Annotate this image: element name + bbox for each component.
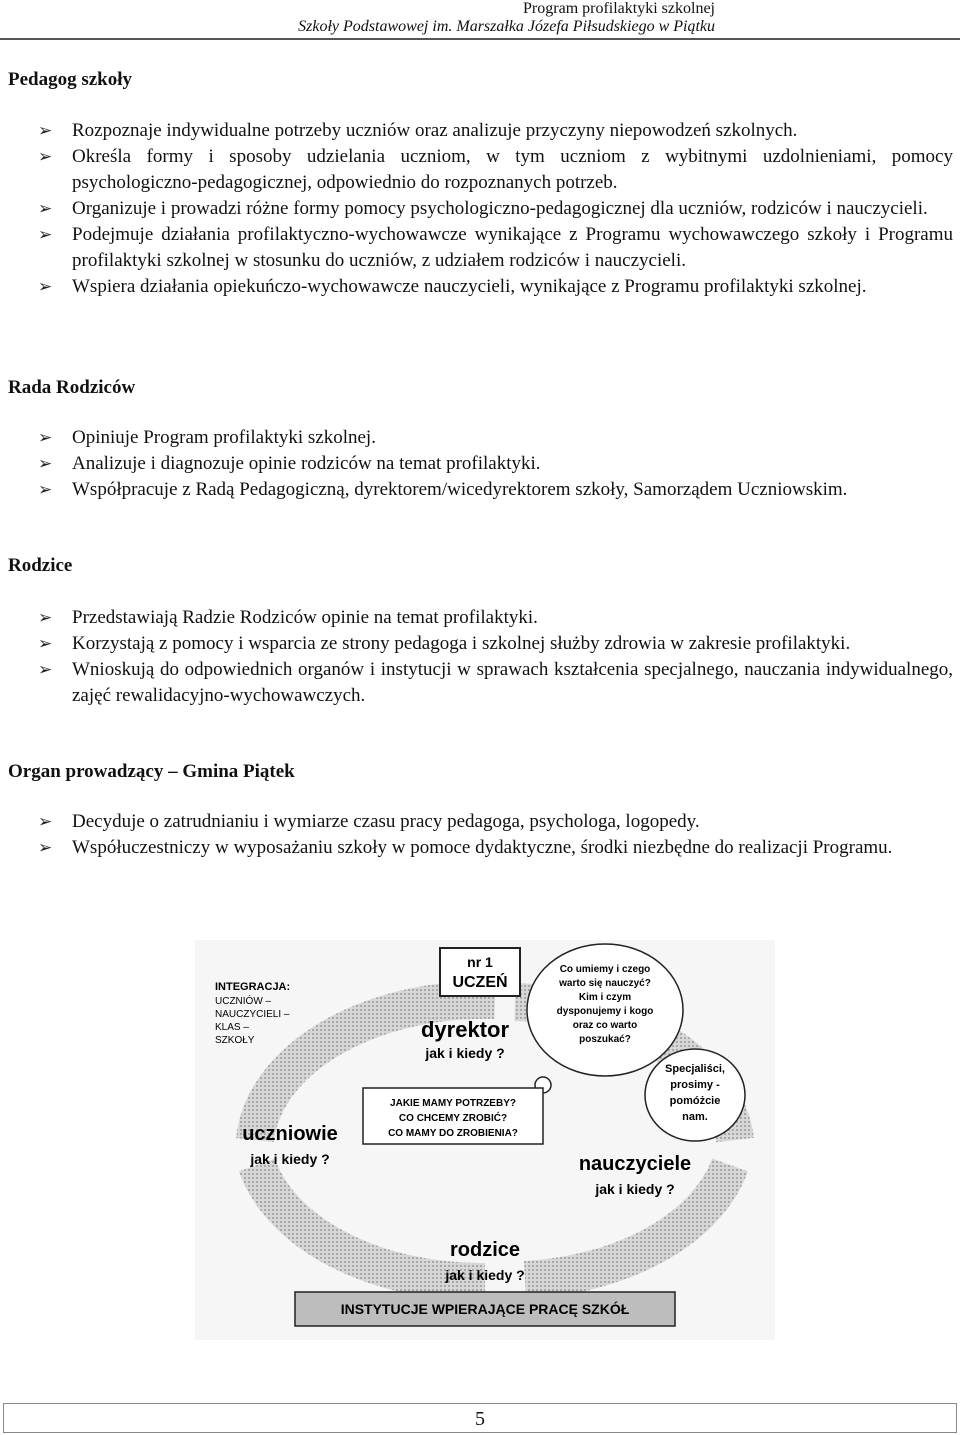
- thought-line: poszukać?: [579, 1034, 631, 1045]
- rada-rodzicow-list: [8, 425, 847, 503]
- list-item: ➢ Korzystają z pomocy i wsparcia ze strony pedagoga i szkolnej służby zdrowia w zakresie profilaktyki.: [8, 631, 953, 657]
- integration-line: UCZNIÓW –: [215, 996, 272, 1007]
- thought-line: Co umiemy i czego: [559, 964, 651, 975]
- rodzice-list: [8, 605, 953, 709]
- arrow-bullet-icon: ➢: [38, 838, 53, 858]
- arrow-bullet-icon: ➢: [38, 199, 53, 219]
- dyrektor-question: jak i kiedy ?: [425, 1045, 505, 1061]
- list-item: ➢ Określa formy i sposoby udzielania uczniom, w tym uczniom z wybitnymi uzdolnieniami, pomocy psychologiczno-pedagogicznej, odpowiednio do rozpoznanych potrzeb.: [38, 146, 953, 193]
- cooperation-diagram: [195, 940, 775, 1340]
- help-line: prosimy -: [670, 1079, 720, 1091]
- list-item: ➢ Wspiera działania opiekuńczo-wychowawcze nauczycieli, wynikające z Programu profilaktyki szkolnej.: [8, 274, 953, 300]
- organ-prowadzacy-list: [8, 809, 892, 861]
- center-line: CO CHCEMY ZROBIĆ?: [398, 1113, 508, 1124]
- arrow-bullet-icon: ➢: [38, 480, 53, 500]
- arrow-bullet-icon: ➢: [38, 660, 53, 680]
- rodzice-question: jak i kiedy ?: [445, 1267, 525, 1283]
- running-header: [0, 0, 960, 40]
- page-number: 5: [475, 1408, 485, 1430]
- rodzice-label: rodzice: [449, 1239, 521, 1261]
- help-line: nam.: [682, 1111, 708, 1123]
- arrow-bullet-icon: ➢: [38, 454, 53, 474]
- list-item: ➢ Analizuje i diagnozuje opinie rodziców na temat profilaktyki.: [8, 451, 847, 477]
- arrow-bullet-icon: ➢: [38, 147, 53, 167]
- integration-title: INTEGRACJA:: [215, 981, 291, 993]
- uczniowie-label: uczniowie: [242, 1123, 338, 1145]
- integration-line: SZKOŁY: [215, 1035, 255, 1046]
- arrow-bullet-icon: ➢: [38, 277, 53, 297]
- integration-line: NAUCZYCIELI –: [215, 1009, 290, 1020]
- arrow-bullet-icon: ➢: [38, 634, 53, 654]
- thought-line: dysponujemy i kogo: [556, 1006, 654, 1017]
- dyrektor-label: dyrektor: [420, 1017, 510, 1042]
- list-item: ➢ Podejmuje działania profilaktyczno-wychowawcze wynikające z Programu wychowawczego szkoły i Programu profilaktyki szkolnej w stosunku do uczniów, z udziałem rodziców i nauczycieli.: [38, 224, 953, 271]
- list-item: ➢ Współuczestniczy w wyposażaniu szkoły w pomoce dydaktyczne, środki niezbędne do realizacji Programu.: [8, 835, 892, 861]
- center-line: JAKIE MAMY POTRZEBY?: [390, 1098, 516, 1109]
- arrow-bullet-icon: ➢: [38, 812, 53, 832]
- help-line: pomóżcie: [669, 1095, 721, 1107]
- center-line: CO MAMY DO ZROBIENIA?: [388, 1128, 518, 1139]
- thought-line: warto się nauczyć?: [559, 978, 651, 989]
- nauczyciele-label: nauczyciele: [578, 1153, 692, 1175]
- list-item: ➢ Współpracuje z Radą Pedagogiczną, dyrektorem/wicedyrektorem szkoły, Samorządem Uczniowskim.: [8, 477, 847, 503]
- help-line: Specjaliści,: [665, 1063, 725, 1075]
- nauczyciele-question: jak i kiedy ?: [595, 1181, 675, 1197]
- section-title-rada-rodzicow: Rada Rodziców: [8, 377, 136, 398]
- nr1-student: UCZEŃ: [452, 974, 508, 991]
- pedagog-list: [8, 118, 953, 300]
- arrow-bullet-icon: ➢: [38, 428, 53, 448]
- integration-line: KLAS –: [215, 1022, 249, 1033]
- list-item: ➢ Rozpoznaje indywidualne potrzeby uczniów oraz analizuje przyczyny niepowodzeń szkolnych.: [8, 118, 953, 144]
- uczniowie-question: jak i kiedy ?: [250, 1151, 330, 1167]
- header-subtitle: Szkoły Podstawowej im. Marszałka Józefa Piłsudskiego w Piątku: [298, 18, 715, 35]
- thought-line: oraz co warto: [572, 1020, 638, 1031]
- section-title-organ-prowadzacy: Organ prowadzący – Gmina Piątek: [8, 761, 295, 782]
- header-title: Program profilaktyki szkolnej: [523, 0, 715, 17]
- list-item: ➢ Opiniuje Program profilaktyki szkolnej.: [8, 425, 847, 451]
- section-title-pedagog: Pedagog szkoły: [8, 69, 133, 90]
- arrow-bullet-icon: ➢: [38, 121, 53, 141]
- section-title-rodzice: Rodzice: [8, 555, 73, 576]
- list-item: ➢ Decyduje o zatrudnianiu i wymiarze czasu pracy pedagoga, psychologa, logopedy.: [8, 809, 892, 835]
- nr1-label: nr 1: [467, 954, 493, 970]
- thought-line: Kim i czym: [578, 992, 632, 1003]
- list-item: ➢ Organizuje i prowadzi różne formy pomocy psychologiczno-pedagogicznej dla uczniów, rodziców i nauczycieli.: [8, 196, 953, 222]
- arrow-bullet-icon: ➢: [38, 225, 53, 245]
- list-item: ➢ Przedstawiają Radzie Rodziców opinie na temat profilaktyki.: [8, 605, 953, 631]
- arrow-bullet-icon: ➢: [38, 608, 53, 628]
- bottom-banner-text: INSTYTUCJE WPIERAJĄCE PRACĘ SZKÓŁ: [340, 1301, 630, 1317]
- list-item: ➢ Wnioskują do odpowiednich organów i instytucji w sprawach kształcenia specjalnego, nauczania indywidualnego, zajęć rewalidacyjno-wychowawczych.: [38, 659, 953, 706]
